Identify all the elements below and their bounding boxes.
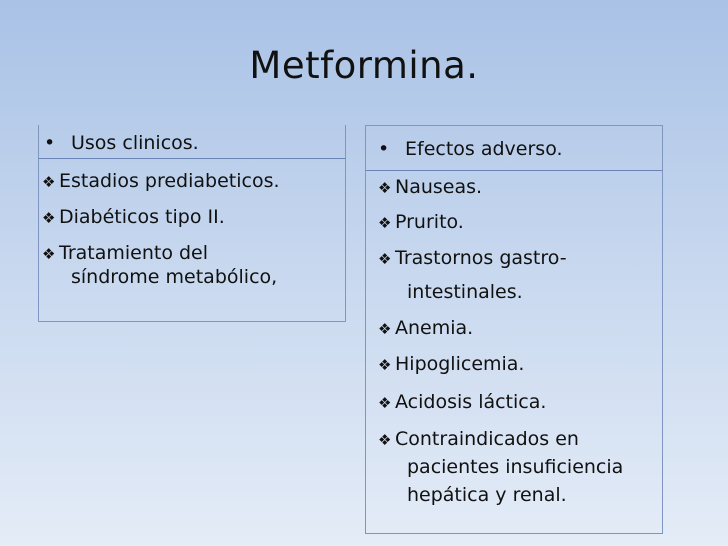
diamond-bullet-icon: ❖ — [42, 209, 56, 227]
diamond-bullet-icon: ❖ — [378, 214, 392, 232]
effects-item: ❖ Acidosis láctica. — [378, 391, 547, 413]
effects-item-continuation: intestinales. — [407, 281, 523, 303]
uses-item: ❖ Diabéticos tipo II. — [42, 206, 225, 228]
effects-item: ❖ Trastornos gastro- — [378, 247, 567, 269]
effects-item-continuation: hepática y renal. — [407, 484, 567, 506]
uses-item: ❖ Estadios prediabeticos. — [42, 170, 280, 192]
diamond-bullet-icon: ❖ — [378, 250, 392, 268]
diamond-bullet-icon: ❖ — [378, 356, 392, 374]
slide-title: Metformina. — [249, 44, 479, 87]
diamond-bullet-icon: ❖ — [378, 320, 392, 338]
round-bullet-icon: • — [44, 132, 56, 154]
diamond-bullet-icon: ❖ — [378, 394, 392, 412]
diamond-bullet-icon: ❖ — [378, 179, 392, 197]
effects-item: ❖ Anemia. — [378, 317, 474, 339]
uses-item-continuation: síndrome metabólico, — [71, 266, 278, 288]
uses-header: • Usos clinicos. — [44, 132, 199, 154]
diamond-bullet-icon: ❖ — [42, 245, 56, 263]
effects-item: ❖ Prurito. — [378, 211, 464, 233]
round-bullet-icon: • — [378, 138, 390, 160]
diamond-bullet-icon: ❖ — [378, 431, 392, 449]
effects-item-continuation: pacientes insuficiencia — [407, 456, 624, 478]
diamond-bullet-icon: ❖ — [42, 173, 56, 191]
uses-item: ❖ Tratamiento del — [42, 242, 209, 264]
effects-header: • Efectos adverso. — [378, 138, 563, 160]
effects-item: ❖ Nauseas. — [378, 176, 483, 198]
effects-item: ❖ Contraindicados en — [378, 428, 579, 450]
effects-item: ❖ Hipoglicemia. — [378, 353, 525, 375]
